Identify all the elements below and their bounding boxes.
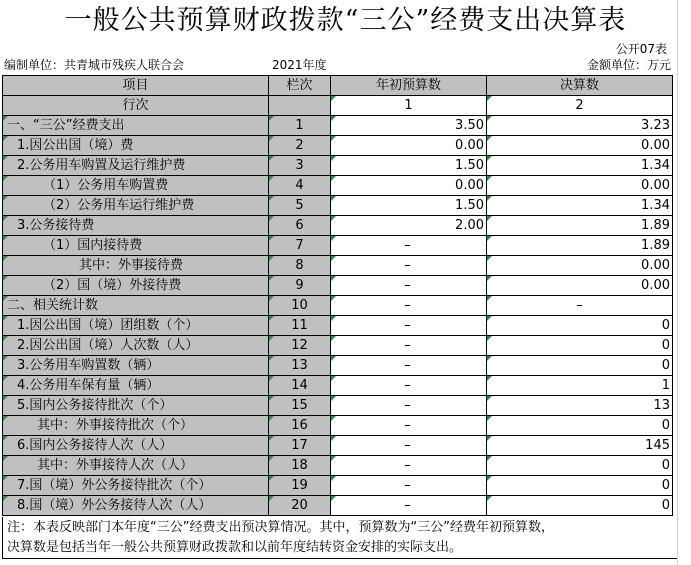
- row-budget: 0.00: [331, 176, 487, 196]
- table-row: [3, 276, 673, 296]
- row-budget: –: [331, 336, 487, 356]
- row-budget: 3.50: [331, 116, 487, 136]
- table-row: [3, 116, 673, 136]
- row-budget: –: [331, 256, 487, 276]
- page-title: 一般公共预算财政拨款“三公”经费支出决算表: [64, 5, 627, 36]
- table-row: [3, 296, 673, 316]
- table-row: [3, 136, 673, 156]
- row-item: 1.因公出国（境）费: [3, 136, 269, 156]
- footnote-line-1: 注：本表反映部门本年度“三公”经费支出预决算情况。其中，预算数为“三公”经费年初预算数，: [7, 520, 554, 535]
- row-final: 1.34: [487, 156, 673, 176]
- sub-header-blank: [269, 96, 331, 116]
- row-item: 2.因公出国（境）人次数（人）: [3, 336, 269, 356]
- table-row: [3, 236, 673, 256]
- row-final: 3.23: [487, 116, 673, 136]
- row-item: 1.因公出国（境）团组数（个）: [3, 316, 269, 336]
- row-item: （2）公务用车运行维护费: [3, 196, 269, 216]
- row-final: 0.00: [487, 176, 673, 196]
- row-col-no: 9: [269, 276, 331, 296]
- row-budget: –: [331, 396, 487, 416]
- table-row: [3, 256, 673, 276]
- row-final: 1: [487, 376, 673, 396]
- row-item: 3.公务接待费: [3, 216, 269, 236]
- row-col-no: 5: [269, 196, 331, 216]
- row-budget: –: [331, 456, 487, 476]
- row-col-no: 13: [269, 356, 331, 376]
- row-final: 0: [487, 336, 673, 356]
- row-col-no: 4: [269, 176, 331, 196]
- row-item: 其中：外事接待人次（人）: [3, 456, 269, 476]
- row-item: 7.国（境）外公务接待批次（个）: [3, 476, 269, 496]
- row-budget: –: [331, 296, 487, 316]
- row-final: 0: [487, 316, 673, 336]
- row-final: 0: [487, 476, 673, 496]
- table-row: [3, 376, 673, 396]
- row-budget: –: [331, 356, 487, 376]
- row-budget: –: [331, 476, 487, 496]
- row-budget: –: [331, 236, 487, 256]
- row-item: 一、“三公”经费支出: [3, 116, 269, 136]
- table-row: [3, 456, 673, 476]
- row-final: 145: [487, 436, 673, 456]
- row-item: 其中：外事接待费: [3, 256, 269, 276]
- sub-header-item: 行次: [3, 96, 269, 116]
- row-col-no: 1: [269, 116, 331, 136]
- row-final: 13: [487, 396, 673, 416]
- table-row: [3, 356, 673, 376]
- row-item: 二、相关统计数: [3, 296, 269, 316]
- meta-row: [0, 57, 691, 74]
- row-item: 5.国内公务接待批次（个）: [3, 396, 269, 416]
- row-item: （1）公务用车购置费: [3, 176, 269, 196]
- row-final: 0.00: [487, 276, 673, 296]
- row-budget: –: [331, 376, 487, 396]
- money-unit: 金额单位：万元: [586, 58, 671, 72]
- row-final: 1.89: [487, 236, 673, 256]
- header-final: 决算数: [487, 76, 673, 96]
- row-col-no: 10: [269, 296, 331, 316]
- row-item: 3.公务用车购置数（辆）: [3, 356, 269, 376]
- table-row: [3, 336, 673, 356]
- table-row: [3, 416, 673, 436]
- row-item: 4.公务用车保有量（辆）: [3, 376, 269, 396]
- row-col-no: 8: [269, 256, 331, 276]
- table-row: [3, 216, 673, 236]
- row-col-no: 14: [269, 376, 331, 396]
- footnote-line-2: 决算数是包括当年一般公共预算财政拨款和以前年度结转资金安排的实际支出。: [7, 540, 463, 555]
- row-final: 0.00: [487, 256, 673, 276]
- row-item: 其中：外事接待批次（个）: [3, 416, 269, 436]
- row-final: 1.34: [487, 196, 673, 216]
- row-budget: 1.50: [331, 156, 487, 176]
- row-final: 0.00: [487, 136, 673, 156]
- row-final: 0: [487, 496, 673, 516]
- row-col-no: 6: [269, 216, 331, 236]
- sheet-edge: [677, 0, 678, 565]
- row-col-no: 15: [269, 396, 331, 416]
- row-budget: 0.00: [331, 136, 487, 156]
- sub-header-final: 2: [487, 96, 673, 116]
- form-number: 公开07表: [615, 42, 667, 56]
- table-row: [3, 496, 673, 516]
- row-budget: 2.00: [331, 216, 487, 236]
- table-row: [3, 156, 673, 176]
- row-final: 0: [487, 356, 673, 376]
- sub-header-budget: 1: [331, 96, 487, 116]
- row-item: （1）国内接待费: [3, 236, 269, 256]
- report-year: 2021年度: [272, 58, 327, 72]
- header-row: [3, 76, 673, 96]
- sub-header-row: [3, 96, 673, 116]
- row-col-no: 3: [269, 156, 331, 176]
- row-col-no: 17: [269, 436, 331, 456]
- row-budget: –: [331, 276, 487, 296]
- table-row: [3, 176, 673, 196]
- org-label: 编制单位：共青城市残疾人联合会: [4, 58, 185, 72]
- header-budget: 年初预算数: [331, 76, 487, 96]
- row-budget: –: [331, 416, 487, 436]
- row-col-no: 16: [269, 416, 331, 436]
- table-row: [3, 196, 673, 216]
- row-col-no: 12: [269, 336, 331, 356]
- row-final: 0: [487, 456, 673, 476]
- row-budget: –: [331, 316, 487, 336]
- footnote: [2, 517, 678, 559]
- row-col-no: 2: [269, 136, 331, 156]
- row-item: （2）国（境）外接待费: [3, 276, 269, 296]
- row-item: 6.国内公务接待人次（人）: [3, 436, 269, 456]
- row-budget: –: [331, 436, 487, 456]
- row-col-no: 18: [269, 456, 331, 476]
- row-final: –: [487, 296, 673, 316]
- header-item: 项目: [3, 76, 269, 96]
- table-row: [3, 396, 673, 416]
- row-item: 2.公务用车购置及运行维护费: [3, 156, 269, 176]
- row-budget: –: [331, 496, 487, 516]
- row-col-no: 20: [269, 496, 331, 516]
- header-col-no: 栏次: [269, 76, 331, 96]
- row-final: 1.89: [487, 216, 673, 236]
- expense-table: [2, 75, 673, 516]
- table-row: [3, 436, 673, 456]
- row-col-no: 11: [269, 316, 331, 336]
- row-final: 0: [487, 416, 673, 436]
- table-row: [3, 316, 673, 336]
- row-col-no: 19: [269, 476, 331, 496]
- row-budget: 1.50: [331, 196, 487, 216]
- row-item: 8.国（境）外公务接待人次（人）: [3, 496, 269, 516]
- table-row: [3, 476, 673, 496]
- row-col-no: 7: [269, 236, 331, 256]
